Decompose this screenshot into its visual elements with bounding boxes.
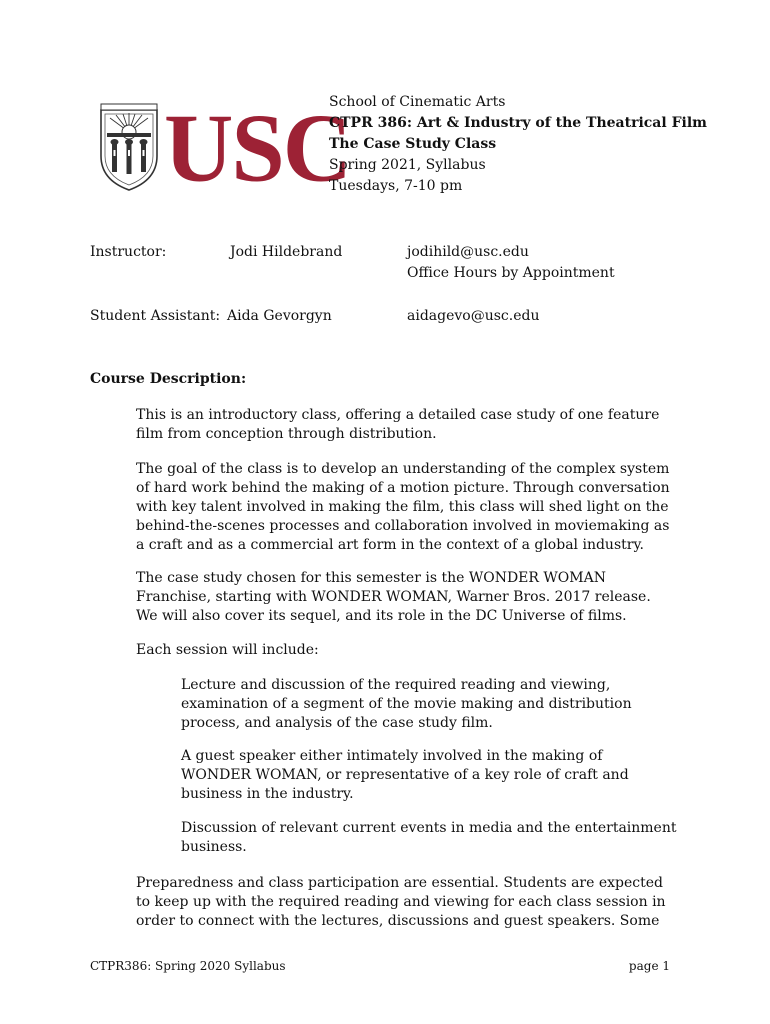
- instructor-label: Instructor:: [90, 244, 167, 260]
- paragraph-intro: This is an introductory class, offering a detailed case study of one feature film from conception through distribution.: [136, 407, 660, 442]
- session-item-lecture: Lecture and discussion of the required reading and viewing, examination of a segment of the movie making and distribution process, and analysis of the case study film.: [181, 677, 632, 731]
- assistant-label: Student Assistant:: [90, 308, 221, 324]
- course-schedule: Tuesdays, 7-10 pm: [329, 178, 463, 194]
- paragraph-case-study: The case study chosen for this semester is the WONDER WOMAN Franchise, starting with WONDER WOMAN, Warner Bros. 2017 release. We will also cover its sequel, and its role in the DC Universe of films.: [136, 570, 651, 624]
- course-term: Spring 2021, Syllabus: [329, 157, 486, 173]
- usc-wordmark: USC: [164, 92, 351, 202]
- usc-logo: [98, 92, 351, 202]
- assistant-name: Aida Gevorgyn: [227, 308, 332, 324]
- paragraph-preparedness: Preparedness and class participation are essential. Students are expected to keep up with the required reading and viewing for each class session in order to connect with the lectures, discussions and guest speakers. Some: [136, 875, 666, 929]
- footer-syllabus-label: CTPR386: Spring 2020 Syllabus: [90, 959, 286, 973]
- assistant-email[interactable]: aidagevo@usc.edu: [407, 308, 540, 324]
- usc-seal-icon: [98, 100, 160, 192]
- session-item-discussion: Discussion of relevant current events in media and the entertainment business.: [181, 820, 677, 855]
- course-title: CTPR 386: Art & Industry of the Theatrical Film: [329, 115, 707, 131]
- school-name: School of Cinematic Arts: [329, 94, 506, 110]
- course-description-heading: Course Description:: [90, 371, 247, 387]
- instructor-email[interactable]: jodihild@usc.edu: [407, 244, 529, 260]
- paragraph-session-intro: Each session will include:: [136, 642, 319, 658]
- course-header: [329, 92, 707, 197]
- instructor-office-hours: Office Hours by Appointment: [407, 265, 615, 281]
- footer-page-number: page 1: [628, 959, 670, 973]
- instructor-name: Jodi Hildebrand: [230, 244, 343, 260]
- session-item-guest-speaker: A guest speaker either intimately involved in the making of WONDER WOMAN, or representative of a key role of craft and business in the industry.: [181, 748, 629, 802]
- paragraph-goal: The goal of the class is to develop an understanding of the complex system of hard work behind the making of a motion picture. Through conversation with key talent involved in making the film, this class will shed light on the behind-the-scenes processes and collaboration involved in moviemaking as a craft and as a commercial art form in the context of a global industry.: [136, 461, 670, 553]
- assistant-row: [90, 306, 690, 328]
- course-subtitle: The Case Study Class: [329, 136, 497, 152]
- instructor-row: [90, 242, 690, 286]
